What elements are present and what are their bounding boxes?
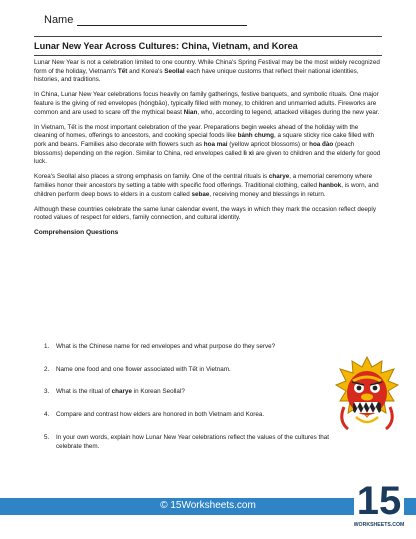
question-number: 5. — [44, 433, 50, 441]
question-number: 4. — [44, 411, 50, 419]
question-number: 2. — [44, 365, 50, 373]
name-input-line[interactable] — [77, 14, 247, 26]
worksheets-logo-icon — [354, 468, 404, 532]
paragraph-korea: Korea's Seollal also places a strong emphasis on family. One of the central rituals is charye, a memorial ceremony where families honor their ancestors by setting a table with specific food offerings. Traditional clothing, called hanbok, is worn, and children perform deep bows to elders in a custom called sebae, receiving money and blessings in return. — [34, 173, 379, 198]
reading-passage — [34, 59, 382, 238]
question-number: 3. — [44, 388, 50, 396]
question-number: 1. — [44, 343, 50, 350]
question-text: Compare and contrast how elders are honored in both Vietnam and Korea. — [56, 411, 265, 419]
name-label: Name — [44, 14, 74, 26]
bold-term: Nian — [183, 108, 198, 116]
bold-term: bánh chưng — [237, 132, 275, 140]
dragon-mask-icon — [334, 355, 400, 433]
question-text: What is the ritual of charye in Korean Seollal? — [56, 388, 185, 396]
title-top-rule — [34, 36, 382, 37]
name-row — [44, 14, 247, 26]
bold-term: Tết — [117, 67, 128, 75]
bold-term: sebae — [191, 190, 210, 198]
question-item — [44, 434, 344, 451]
question-text: In your own words, explain how Lunar New Year celebrations reflect the values of the cultures that celebrate them. — [56, 433, 330, 450]
paragraph-vietnam: In Vietnam, Tết is the most important celebration of the year. Preparations begin weeks ahead of the holiday with the cleaning of homes, offerings to ancestors, and cooking special foods like bánh chưng, a square sticky rice cake filled with pork and beans. Families also decorate with flowers such as hoa mai (yellow apricot blossoms) or hoa đào (peach blossoms) depending on the region. Similar to China, red envelopes called lì xì are given to children and the elderly for good luck. — [34, 123, 381, 166]
paragraph-china: In China, Lunar New Year celebrations focus heavily on family gatherings, festive banquets, and symbolic rituals. One major feature is the giving of red envelopes (hóngbāo), typically filled with money, to children and unmarried adults. Fireworks are common and are used to scare off the mythical beast Nian, who, according to legend, attacked villages during the new year. — [34, 91, 380, 116]
bold-term: hanbok — [318, 182, 342, 189]
paragraph-conclusion: Although these countries celebrate the same lunar calendar event, the ways in which they mark the occasion reflect deeply rooted values of respect for elders, family connection, and cultural identity. — [34, 205, 376, 222]
question-item — [44, 366, 344, 375]
title-bottom-rule — [34, 55, 382, 56]
logo-number: 15 — [356, 479, 402, 523]
bold-term: hoa mai — [203, 141, 228, 148]
bold-term: charye — [111, 388, 132, 396]
footer-link[interactable]: © 15Worksheets.com — [160, 500, 256, 511]
question-text: Name one food and one flower associated with Tết in Vietnam. — [56, 365, 231, 373]
question-list — [44, 343, 344, 465]
bold-term: charye — [268, 173, 290, 181]
paragraph-intro: Lunar New Year is not a celebration limited to one country. While China's Spring Festival may be the most widely recognized form of the holiday, Vietnam's Tết and Korea's Seollal each have unique customs that reflect their national identities, histories, and traditions. — [34, 59, 380, 84]
comprehension-title: Comprehension Questions — [34, 229, 119, 237]
bold-term: lì xì — [243, 149, 254, 157]
question-item — [44, 411, 344, 420]
worksheet-title: Lunar New Year Across Cultures: China, Vietnam, and Korea — [34, 41, 298, 51]
question-text: What is the Chinese name for red envelopes and what purpose do they serve? — [56, 343, 276, 350]
bold-term: Seollal — [164, 67, 185, 75]
question-item — [44, 343, 344, 352]
logo-text: WORKSHEETS.COM — [354, 522, 404, 528]
bold-term: hoa đào — [309, 141, 334, 148]
question-item — [44, 388, 344, 397]
